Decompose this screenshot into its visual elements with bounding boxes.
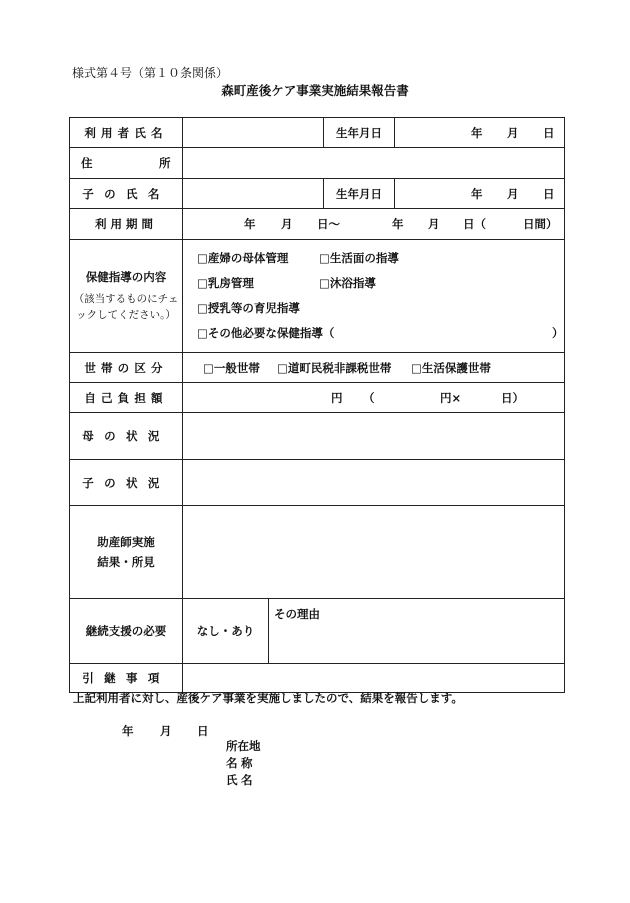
report-date-year: 年 [122,724,134,738]
midwife-findings-field[interactable] [183,506,565,599]
report-date-day: 日 [197,724,209,738]
guidance-hint-line-2: ックしてください。） [76,309,176,321]
child-status-row [70,460,565,506]
period-month-2: 月 [428,217,440,231]
guidance-option-bathing[interactable]: □沐浴指導 [319,276,376,290]
guidance-hint-line-1: （該当するものにチェ [73,293,179,305]
child-row [70,179,565,209]
child-name-field[interactable] [183,179,324,209]
guidance-hint [70,291,182,323]
mother-status-field[interactable] [183,413,565,460]
midwife-label-line-2: 結果・所見 [97,555,155,569]
support-label: 継続支援の必要 [70,599,183,664]
handover-label: 引継事項 [70,664,183,693]
child-birth-day: 日 [543,186,555,201]
child-birthdate-field[interactable] [395,179,565,209]
period-days-close: 日間） [523,217,558,231]
report-date-month: 月 [160,724,172,738]
report-form-table [69,117,565,693]
support-choice[interactable]: なし・あり [183,599,269,664]
address-row [70,148,565,179]
document-title: 森町産後ケア事業実施結果報告書 [221,83,409,98]
midwife-row [70,506,565,599]
period-row [70,209,565,240]
support-reason-label: その理由 [274,607,320,621]
mother-status-row [70,413,565,460]
household-label: 世帯の区分 [70,353,183,383]
guidance-option-other[interactable]: □その他必要な保健指導（ [197,326,335,340]
household-options-cell [183,353,565,383]
address-label [70,148,183,179]
user-birthdate-label: 生年月日 [324,118,395,148]
handover-row [70,664,565,693]
midwife-label [70,506,183,599]
period-label: 利用期間 [70,209,183,240]
copay-yen-times: 円× [440,390,462,405]
handover-field[interactable] [183,664,565,693]
mother-status-label: 母の状況 [70,413,183,460]
child-name-label: 子の氏名 [70,179,183,209]
household-option-tax-exempt[interactable]: □道町民税非課税世帯 [277,360,392,375]
child-birth-year: 年 [471,186,483,201]
child-status-field[interactable] [183,460,565,506]
user-birth-year: 年 [471,125,483,140]
support-reason-field[interactable] [269,599,565,664]
period-day-tilde: 日～ [317,217,340,231]
copay-label: 自己負担額 [70,383,183,413]
reporter-person-name-label: 氏名 [226,773,256,787]
reporter-address-label: 所在地 [226,739,261,753]
child-birthdate-label: 生年月日 [324,179,395,209]
user-birthdate-field[interactable] [395,118,565,148]
child-status-label: 子の状況 [70,460,183,506]
user-birth-month: 月 [507,125,519,140]
guidance-options-cell [183,240,565,353]
midwife-label-line-1: 助産師実施 [97,535,155,549]
guidance-option-daily-life[interactable]: □生活面の指導 [319,251,399,265]
period-field[interactable] [183,209,565,240]
user-name-field[interactable] [183,118,324,148]
copay-yen: 円 [331,390,343,405]
period-year: 年 [244,217,256,231]
period-month: 月 [281,217,293,231]
guidance-row [70,240,565,353]
user-birth-day: 日 [543,125,555,140]
guidance-option-feeding[interactable]: □授乳等の育児指導 [197,301,300,315]
address-label-2: 所 [159,156,171,170]
period-day-paren: 日（ [463,217,486,231]
user-row [70,118,565,148]
guidance-other-close: ） [552,326,564,340]
copay-row [70,383,565,413]
form-number: 様式第４号（第１０条関係） [72,66,229,80]
guidance-option-breast-care[interactable]: □乳房管理 [197,276,254,290]
guidance-option-maternal-care[interactable]: □産婦の母体管理 [197,251,289,265]
reporter-org-name-label: 名称 [226,756,256,770]
address-field[interactable] [183,148,565,179]
household-option-general[interactable]: □一般世帯 [203,360,260,375]
user-name-label: 利用者氏名 [70,118,183,148]
support-row [70,599,565,664]
period-year-2: 年 [392,217,404,231]
copay-days-close: 日） [501,390,524,405]
copay-open-paren: （ [363,390,375,405]
child-birth-month: 月 [507,186,519,201]
household-row [70,353,565,383]
guidance-label-cell [70,240,183,353]
household-option-welfare[interactable]: □生活保護世帯 [411,360,491,375]
address-label-1: 住 [81,156,93,170]
guidance-label: 保健指導の内容 [85,270,167,284]
declaration-text: 上記利用者に対し、産後ケア事業を実施しましたので、結果を報告します。 [73,691,463,705]
copay-field[interactable] [183,383,565,413]
